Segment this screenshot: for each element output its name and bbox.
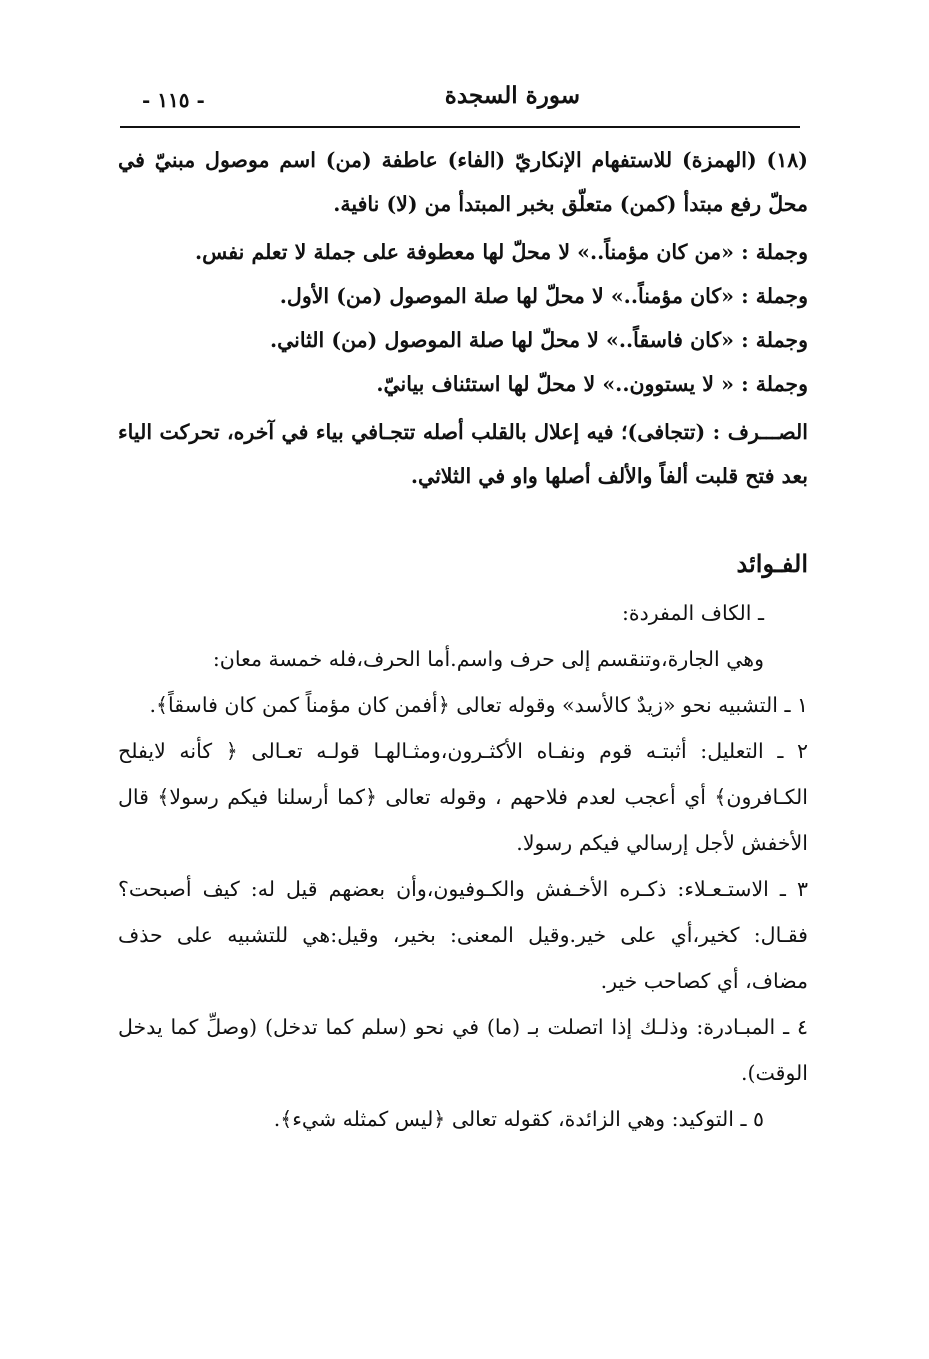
fawaid-subheading: ـ الكاف المفردة: — [621, 601, 764, 625]
page-number: - ١١٥ - — [142, 88, 205, 112]
fawaid-item-2: ٢ ـ التعليل: أثبتـه قوم ونفـاه الأكثـرون،ومثـالهـا قولـه تعـالى ﴿ كأنه لايفلح الكـافرون﴾ أي أعجب لعدم فلاحهم ، وقوله تعالى ﴿كما أرسلنا فيكم رسولا﴾ قال الأخفش لأجل إرسالي فيكم رسولا. — [118, 739, 808, 855]
irab-sentence-1: وجملة : «من كان مؤمناً..» لا محلّ لها معطوفة على جملة لا تعلم نفس. — [195, 240, 808, 264]
running-header — [120, 82, 800, 126]
fawaid-item-1: ١ ـ التشبيه نحو «زيدٌ كالأسد» وقوله تعالى ﴿أفمن كان مؤمناً كمن كان فاسقاً﴾. — [149, 693, 808, 717]
sarf-paragraph: الصـــرف : (تتجافى)؛ فيه إعلال بالقلب أصله تتجـافي بياء في آخره، تحركت الياء بعد فتح قلبت ألفاً والألف أصلها واو في الثلاثي. — [118, 420, 808, 488]
fawaid-item-5: ٥ ـ التوكيد: وهي الزائدة، كقوله تعالى ﴿ليس كمثله شيء﴾. — [273, 1107, 764, 1131]
irab-verse-18: (١٨) (الهمزة) للاستفهام الإنكاريّ (الفاء) عاطفة (من) اسم موصول مبنيّ في محلّ رفع مبتدأ (كمن) متعلّق بخبر المبتدأ من (لا) نافية. — [118, 148, 808, 216]
fawaid-item-3: ٣ ـ الاستـعـلاء: ذكـره الأخـفش والكـوفيون،وأن بعضهم قيل له: كيف أصبحت؟ فقـال: كخير،أي على خير.وقيل المعنى: بخير، وقيل:هي للتشبيه على حذف مضاف، أي كصاحب خير. — [118, 877, 808, 993]
fawaid-section — [118, 540, 808, 1142]
page-body — [118, 138, 808, 1142]
fawaid-intro: وهي الجارة،وتنقسم إلى حرف واسم.أما الحرف،فله خمسة معان: — [212, 647, 764, 671]
irab-sentence-3: وجملة : «كان فاسقاً..» لا محلّ لها صلة الموصول (من) الثاني. — [269, 328, 808, 352]
irab-sentence-2: وجملة : «كان مؤمناً..» لا محلّ لها صلة الموصول (من) الأول. — [279, 284, 808, 308]
surah-title: سورة السجدة — [444, 82, 580, 109]
header-rule — [120, 126, 800, 128]
fawaid-item-4: ٤ ـ المبـادرة: وذلـك إذا اتصلت بـ (ما) في نحو (سلم كما تدخل) (وصلِّ كما يدخل الوقت). — [118, 1015, 808, 1085]
irab-sentence-4: وجملة : « لا يستوون..» لا محلّ لها استئناف بيانيّ. — [376, 372, 808, 396]
fawaid-heading: الفـوائد — [736, 549, 808, 578]
